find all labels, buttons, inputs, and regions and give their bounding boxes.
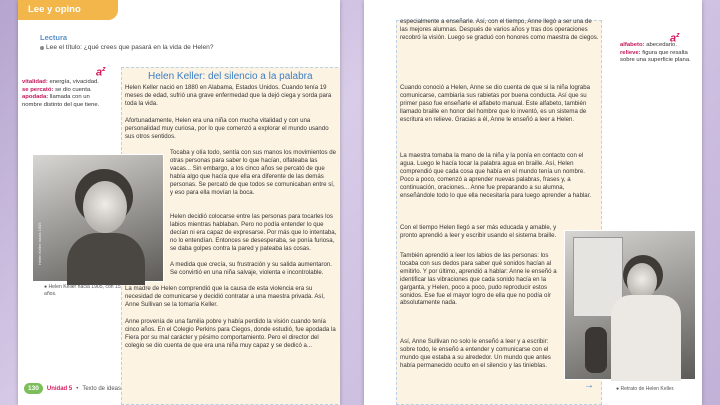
glossary-definition: figura que resalta sobre una superficie plana. — [620, 49, 691, 64]
photo-caption-text: Helen Keller hacia 1905, con 15 años. — [44, 284, 121, 297]
photo-dress — [611, 295, 681, 381]
glossary-term: relieve: — [620, 49, 641, 56]
glossary-entry — [22, 79, 104, 87]
glossary-entry — [620, 42, 698, 50]
section-heading: Lectura — [40, 33, 68, 42]
story-title: Helen Keller: del silencio a la palabra — [148, 71, 313, 82]
right-page — [364, 0, 702, 405]
unit-title: Texto de ideas — [82, 385, 122, 392]
glossary-term: vitalidad: — [22, 79, 48, 85]
helen-keller-portrait-photo — [564, 230, 696, 380]
paragraph-1: Helen Keller nació en 1880 en Alabama, Estados Unidos. Cuando tenía 19 meses de edad, sufrió una grave enfermedad que la dejó ciega y sorda para toda la vida. — [125, 84, 332, 107]
glossary-az-icon: $a^z$ — [96, 66, 106, 79]
glossary-entry — [22, 87, 104, 95]
glossary-right — [620, 42, 698, 65]
paragraph-4: Helen decidió colocarse entre las personas para tocarles los labios mientras hablaban. Pero no podía entender lo que decían ni era capaz de expresarse. Por más que lo intentaba, no lo entendían. Entonces se desesperaba, se ponía furiosa, se daba golpes contra la pared y pateaba las cosas. — [170, 213, 337, 252]
section-banner — [18, 0, 118, 20]
paragraph-11: Con el tiempo Helen llegó a ser más educada y amable, y pronto aprendió a leer y escribir usando el sistema braille. — [400, 224, 557, 239]
helen-keller-photo — [32, 154, 164, 282]
paragraph-9: Cuando conoció a Helen, Anne se dio cuenta de que si la niña lograba comunicarse, cambiaría sus rabietas por buena conducta. Así que su primer paso fue enseñarle el alfabeto manual. Este alfabeto, también llamado braille en honor del hombre que lo inventó, es un sistema de escritura en relieve. Gracias a él, Anne le enseñó a leer a Helen. — [400, 84, 591, 123]
bullet-icon — [40, 46, 44, 50]
paragraph-8: especialmente a enseñarle. Así, con el tiempo, Anne llegó a ser una de las mejores alumnas. Después de varios años y tras dos operaciones recobró la visión. Luego se graduó con honores como maestra de ciegos. — [400, 18, 599, 41]
paragraph-7: Anne provenía de una familia pobre y había perdido la visión cuando tenía cinco años. En el Colegio Perkins para Ciegos, donde estudió, fue apodada la Fiera por su mal carácter y pésimo comportamiento. Pero el director del colegio se dio cuenta de que era una niña muy capaz y se dedicó a... — [125, 318, 336, 349]
prereading-question: Lee el título: ¿qué crees que pasará en la vida de Helen? — [46, 44, 214, 51]
page-number: 130 — [24, 383, 43, 394]
page-footer — [24, 383, 121, 394]
unit-separator: • — [76, 385, 79, 392]
photo-face — [83, 181, 127, 233]
photo-face — [627, 263, 657, 299]
glossary-az-icon: $a^z$ — [670, 32, 680, 45]
glossary-definition: abecedario. — [646, 42, 677, 48]
paragraph-5: A medida que crecía, su frustración y su salida aumentaron. Se convirtió en una niña salvaje, violenta e incontrolable. — [170, 261, 332, 276]
photo-statue — [585, 327, 607, 373]
paragraph-2: Afortunadamente, Helen era una niña con mucha vitalidad y con una personalidad muy curiosa, por lo que comenzó a explorar el mundo usando sus otros sentidos. — [125, 117, 329, 140]
paragraph-10: La maestra tomaba la mano de la niña y la ponía en contacto con el agua. Luego le hacía tocar la palabra agua en braille. Así, Helen comprendió que cada cosa que había en el mundo tenía un nombre. Poco a poco, comenzó a aprender nuevas palabras, frases y, a continuación, oraciones... Anne fue preparando a su alumna, enseñándole todo lo que ella necesitaría para luego aprender a hablar. — [400, 152, 592, 199]
glossary-entry — [620, 50, 698, 65]
paragraph-6: La madre de Helen comprendió que la causa de esta violencia era su necesidad de comunicarse y decidió contratar a una maestra privada. Así, Anne Sullivan se la tomaría Keller. — [125, 285, 325, 308]
paragraph-3: Tocaba y olía todo, sentía con sus manos los movimientos de otras personas para saber lo que hacían, olfateaba las vacas... Sin embargo, a los cinco años se percató de que había algo que hacía que ella era diferente de las demás personas. Se percató de que todos se comunicaban entre sí, y eso para ella movían la boca. — [170, 149, 336, 196]
glossary-definition: se dio cuenta. — [55, 86, 92, 93]
photo-caption: ● Retrato de Helen Keller. — [616, 386, 675, 392]
photo-credit: Helen Keller hacia 1905 — [37, 222, 42, 265]
glossary-definition: llamada con un nombre distinto del que tiene. — [22, 94, 100, 108]
paragraph-13: Así, Anne Sullivan no solo le enseñó a leer y a escribir: sobre todo, le enseñó a entender y comunicarse con el mundo que estaba a su alrededor. Un mundo que antes había permanecido oculto en el silencio y las tinieblas. — [400, 338, 551, 369]
photo-body — [67, 233, 145, 285]
glossary-term: apodada: — [22, 94, 49, 101]
glossary-entry — [22, 94, 104, 109]
left-page — [18, 0, 340, 405]
glossary-term: se percató: — [22, 86, 54, 93]
photo-caption-text: Retrato de Helen Keller. — [620, 386, 675, 392]
next-page-arrow-icon[interactable]: → — [584, 380, 594, 391]
glossary-definition: energía, vivacidad. — [49, 79, 99, 85]
glossary-term: alfabeto: — [620, 42, 645, 48]
unit-label: Unidad 5 — [46, 385, 73, 392]
paragraph-12: También aprendió a leer los labios de las personas: los tocaba con sus dedos para saber qué sonidos hacían al emitirlo. Y por último, aprendió a hablar: Anne le enseñó a identificar las vibraciones que cada sonido hacía en la garganta, y Helen, poco a poco, pudo reproducir estos sonidos. Ese fue el mayor logro de ella que no podía oír absolutamente nada. — [400, 252, 557, 307]
banner-label: Lee y opino — [28, 4, 81, 15]
photo-caption: ● Helen Keller hacia 1905, con 15 años. — [44, 284, 121, 297]
glossary-left — [22, 79, 104, 109]
